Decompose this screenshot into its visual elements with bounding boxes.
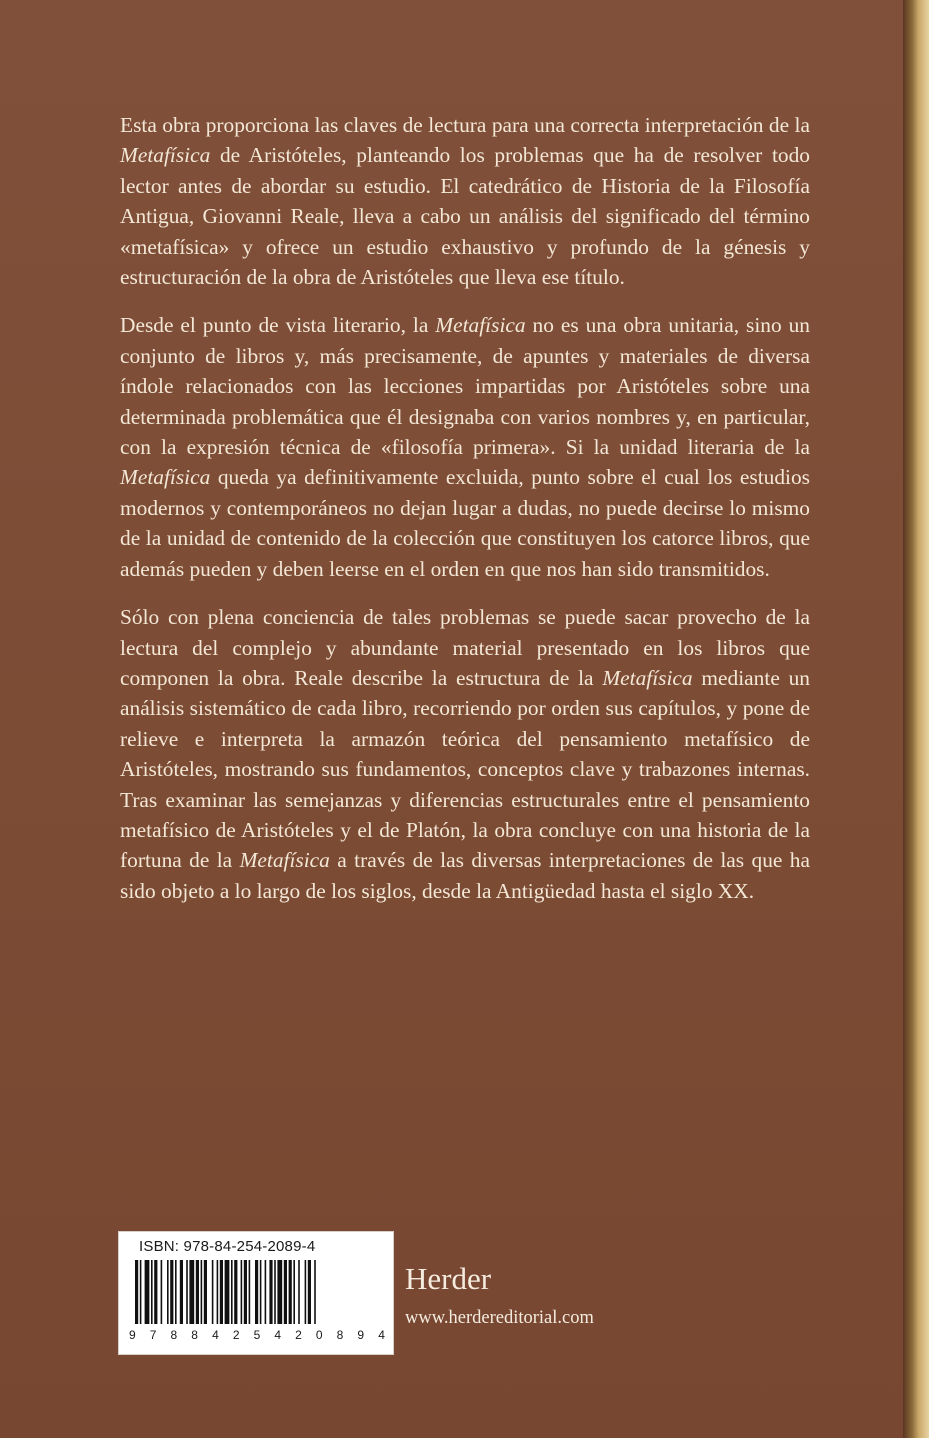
blurb-paragraph-2 [120,310,810,584]
blurb-p1-text-b: de Aristóteles, planteando los problemas que ha de resolver todo lector antes de abordar su estudio. El catedrático de Historia de la Filosofía Antigua, Giovanni Reale, lleva a cabo un análisis del significado del término «metafísica» y ofrece un estudio exhaustivo y profundo de la génesis y estructuración de la obra de Aristóteles que lleva ese título. [120,143,810,290]
blurb-p2-text-a: Desde el punto de vista literario, la [120,313,436,338]
barcode-digit: 4 [274,1328,282,1342]
barcode-digit: 8 [170,1328,178,1342]
cover-edge-decoration [903,0,929,1438]
blurb-p2-italic-title-1: Metafísica [435,313,526,338]
barcode-digit: 4 [212,1328,219,1342]
isbn-barcode-box [118,1231,394,1355]
blurb-text [120,110,810,924]
publisher-name: Herder [405,1261,492,1296]
blurb-paragraph-3 [120,602,810,906]
barcode-digit: 0 [315,1328,323,1342]
barcode-digit: 2 [295,1328,302,1342]
barcode-icon [129,1260,385,1326]
barcode-digits [129,1328,385,1342]
blurb-p3-text-c: a través de las diversas interpretaciones de las que ha sido objeto a lo largo de los siglos, desde la Antigüedad hasta el siglo XX. [120,848,810,903]
isbn-label: ISBN: 978-84-254-2089-4 [139,1238,316,1255]
barcode-digit: 7 [149,1328,157,1342]
barcode-digit: 9 [357,1328,365,1342]
blurb-p1-italic-title: Metafísica [120,143,211,168]
blurb-p1-text-a: Esta obra proporciona las claves de lectura para una correcta interpretación de la [120,113,810,137]
publisher-website: www.herdereditorial.com [405,1308,594,1328]
barcode-digit: 4 [378,1328,385,1342]
blurb-p2-text-c: queda ya definitivamente excluida, punto sobre el cual los estudios modernos y contemporáneos no dejan lugar a dudas, no puede decirse lo mismo de la unidad de contenido de la colección que constituyen los catorce libros, que además pueden y deben leerse en el orden en que nos han sido transmitidos. [120,465,810,581]
barcode-digit: 9 [129,1328,136,1342]
barcode-digit: 8 [336,1328,344,1342]
blurb-paragraph-1 [120,110,810,292]
blurb-p3-italic-title-2: Metafísica [239,848,330,873]
blurb-p3-text-a: Sólo con plena conciencia de tales problemas se puede sacar provecho de la lectura del complejo y abundante material presentado en los libros que componen la obra. Reale describe la estructura de la [120,605,810,690]
blurb-p2-italic-title-2: Metafísica [120,465,211,490]
barcode-digit: 5 [253,1328,261,1342]
barcode-digit: 8 [191,1328,198,1342]
blurb-p3-italic-title-1: Metafísica [602,665,693,690]
blurb-p3-text-b: mediante un análisis sistemático de cada libro, recorriendo por orden sus capítulos, y pone de relieve e interpreta la armazón teórica del pensamiento metafísico de Aristóteles, mostrando sus fundamentos, conceptos clave y trabazones internas. Tras examinar las semejanzas y diferencias estructurales entre el pensamiento metafísico de Aristóteles y el de Platón, la obra concluye con una historia de la fortuna de la [120,665,810,873]
blurb-p2-text-b: no es una obra unitaria, sino un conjunto de libros y, más precisamente, de apuntes y materiales de diversa índole relacionados con las lecciones impartidas por Aristóteles sobre una determinada problemática que él designaba con varios nombres y, en particular, con la expresión técnica de «filosofía primera». Si la unidad literaria de la [120,313,810,460]
barcode-digit: 2 [232,1328,240,1342]
